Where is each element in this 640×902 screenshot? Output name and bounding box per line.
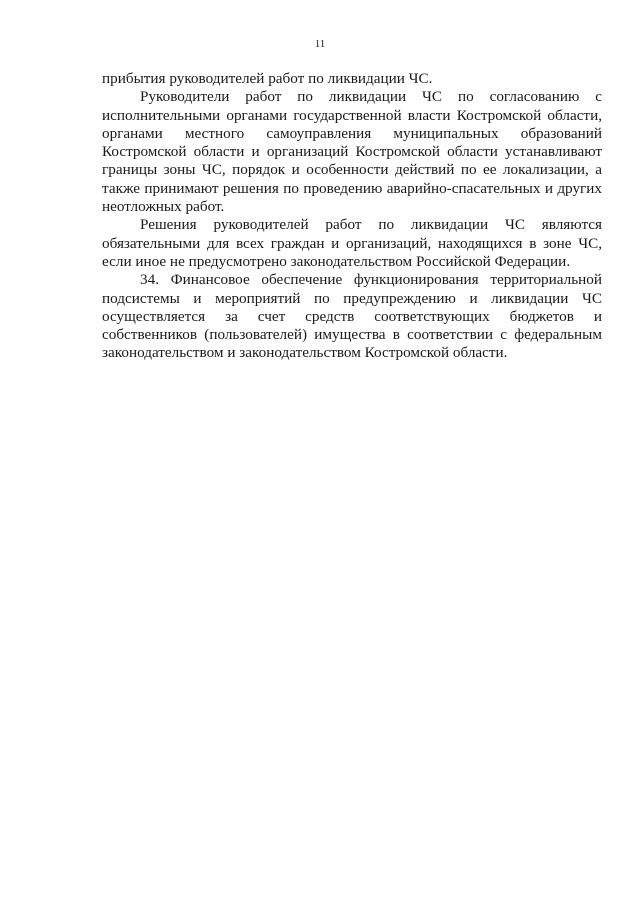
paragraph-continuation: прибытия руководителей работ по ликвидации ЧС.: [102, 70, 433, 87]
paragraph-decisions-binding: Решения руководителей работ по ликвидации ЧС являются обязательными для всех граждан и организаций, находящихся в зоне ЧС, если иное не предусмотрено законодательством Российской Федерации.: [102, 216, 602, 270]
paragraph-leaders-coordination: Руководители работ по ликвидации ЧС по согласованию с исполнительными органами государственной власти Костромской области, органами местного самоуправления муниципальных образований Костромской области и организаций Костромской области устанавливают границы зоны ЧС, порядок и особенности действий по ее локализации, а также принимают решения по проведению аварийно-спасательных и других неотложных работ.: [102, 88, 602, 216]
page-number: 11: [314, 38, 326, 50]
document-body: [102, 70, 602, 363]
paragraph-item-34-financing: 34. Финансовое обеспечение функционирования территориальной подсистемы и мероприятий по предупреждению и ликвидации ЧС осуществляется за счет средств соответствующих бюджетов и собственников (пользователей) имущества в соответствии с федеральным законодательством и законодательством Костромской области.: [102, 271, 602, 362]
